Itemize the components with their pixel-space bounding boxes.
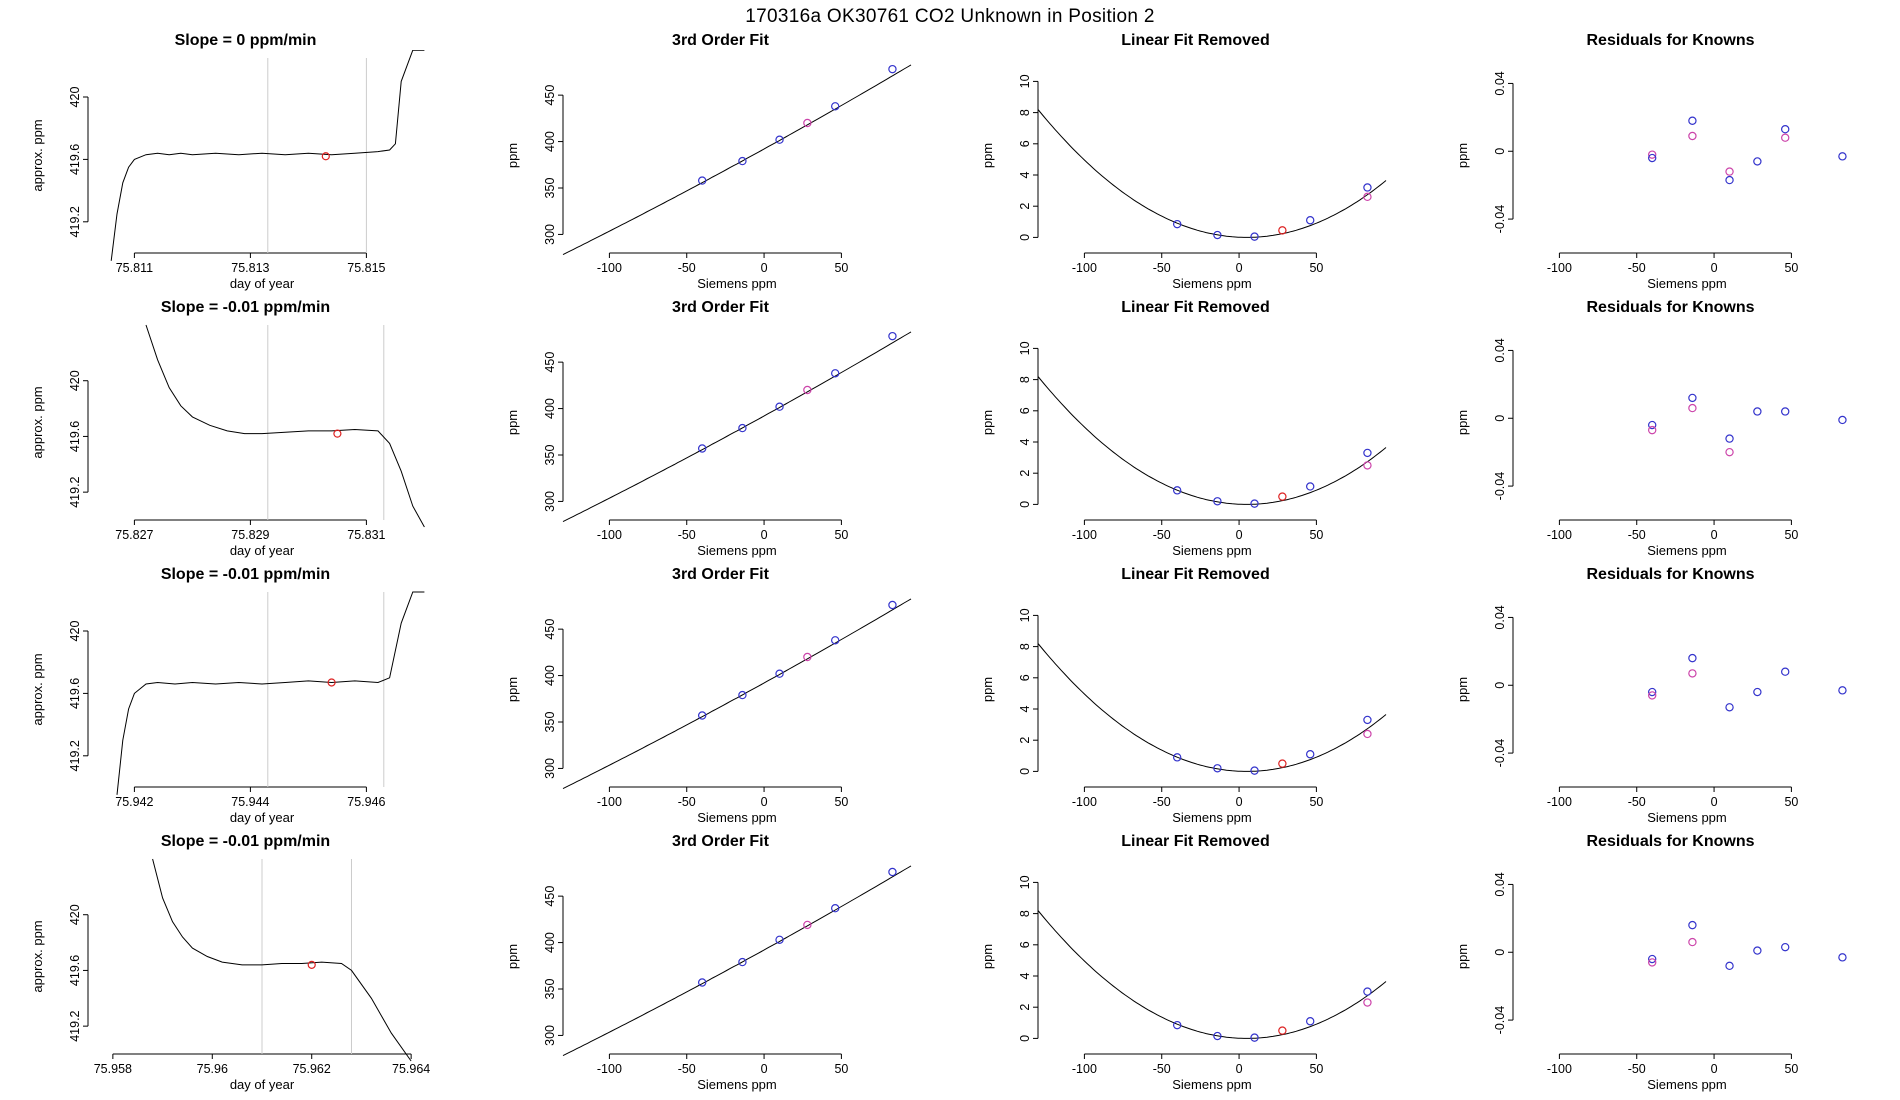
svg-text:10: 10 xyxy=(1018,875,1032,890)
linear-fit-removed-title: Linear Fit Removed xyxy=(1121,833,1270,850)
time-trace-plot xyxy=(26,851,446,1094)
svg-text:50: 50 xyxy=(1309,795,1324,809)
time-trace-title: Slope = -0.01 ppm/min xyxy=(160,299,331,316)
svg-text:0.04: 0.04 xyxy=(1493,872,1507,897)
svg-text:350: 350 xyxy=(543,711,557,733)
svg-text:2: 2 xyxy=(1018,1003,1032,1011)
svg-text:0: 0 xyxy=(760,528,768,542)
svg-text:419.6: 419.6 xyxy=(68,954,82,987)
svg-text:419.6: 419.6 xyxy=(68,677,82,710)
svg-text:0.04: 0.04 xyxy=(1493,71,1507,96)
third-order-fit-panel xyxy=(483,299,958,566)
svg-text:4: 4 xyxy=(1018,438,1032,446)
svg-text:Siemens ppm: Siemens ppm xyxy=(1172,543,1252,558)
linear-fit-removed-title: Linear Fit Removed xyxy=(1121,566,1270,583)
svg-text:ppm: ppm xyxy=(505,676,520,703)
svg-text:0: 0 xyxy=(1235,261,1243,275)
svg-text:0: 0 xyxy=(1710,528,1718,542)
svg-text:approx. ppm: approx. ppm xyxy=(30,386,45,459)
svg-text:10: 10 xyxy=(1018,341,1032,356)
svg-text:ppm: ppm xyxy=(505,409,520,436)
svg-text:50: 50 xyxy=(1309,528,1324,542)
third-order-fit-panel xyxy=(483,833,958,1100)
svg-text:-100: -100 xyxy=(1071,795,1097,809)
svg-text:-100: -100 xyxy=(596,1062,622,1076)
svg-text:-100: -100 xyxy=(1546,1062,1572,1076)
linear-fit-removed-plot xyxy=(976,317,1396,560)
linear-fit-removed-plot xyxy=(976,584,1396,827)
svg-text:0: 0 xyxy=(1018,500,1032,508)
svg-text:10: 10 xyxy=(1018,74,1032,89)
svg-text:0: 0 xyxy=(1493,948,1507,956)
svg-text:75.813: 75.813 xyxy=(231,261,270,275)
svg-text:-100: -100 xyxy=(596,795,622,809)
linear-fit-removed-plot xyxy=(976,851,1396,1094)
svg-text:-100: -100 xyxy=(1071,528,1097,542)
svg-text:419.2: 419.2 xyxy=(68,1010,82,1042)
svg-text:300: 300 xyxy=(543,223,557,245)
svg-text:0: 0 xyxy=(1235,528,1243,542)
svg-text:8: 8 xyxy=(1018,643,1032,651)
residuals-for-knowns-plot xyxy=(1451,851,1871,1094)
svg-text:Siemens ppm: Siemens ppm xyxy=(1647,1077,1727,1092)
svg-text:4: 4 xyxy=(1018,705,1032,713)
residuals-for-knowns-plot xyxy=(1451,584,1871,827)
svg-text:Siemens ppm: Siemens ppm xyxy=(1172,276,1252,291)
third-order-fit-panel xyxy=(483,566,958,833)
svg-text:75.831: 75.831 xyxy=(347,528,386,542)
svg-text:-100: -100 xyxy=(1546,528,1572,542)
svg-text:50: 50 xyxy=(1784,795,1799,809)
svg-text:75.815: 75.815 xyxy=(347,261,386,275)
third-order-fit-plot xyxy=(501,317,921,560)
svg-text:75.946: 75.946 xyxy=(347,795,386,809)
svg-text:ppm: ppm xyxy=(1455,943,1470,970)
svg-text:0: 0 xyxy=(1710,261,1718,275)
third-order-fit-title: 3rd Order Fit xyxy=(672,566,769,583)
svg-text:0: 0 xyxy=(760,1062,768,1076)
third-order-fit-panel xyxy=(483,32,958,299)
third-order-fit-title: 3rd Order Fit xyxy=(672,32,769,49)
time-trace-panel xyxy=(8,32,483,299)
svg-text:450: 450 xyxy=(543,351,557,373)
residuals-for-knowns-panel xyxy=(1433,833,1900,1100)
svg-text:450: 450 xyxy=(543,618,557,640)
residuals-for-knowns-plot xyxy=(1451,50,1871,293)
svg-text:400: 400 xyxy=(543,131,557,153)
svg-text:8: 8 xyxy=(1018,910,1032,918)
svg-text:420: 420 xyxy=(68,86,82,108)
svg-text:6: 6 xyxy=(1018,140,1032,148)
linear-fit-removed-panel xyxy=(958,32,1433,299)
svg-text:Siemens ppm: Siemens ppm xyxy=(1647,543,1727,558)
residuals-for-knowns-title: Residuals for Knowns xyxy=(1586,833,1755,850)
svg-text:-100: -100 xyxy=(596,528,622,542)
svg-text:-50: -50 xyxy=(1627,261,1646,275)
svg-text:0: 0 xyxy=(1493,147,1507,155)
svg-text:0: 0 xyxy=(1018,1034,1032,1042)
svg-text:75.944: 75.944 xyxy=(231,795,270,809)
svg-text:-0.04: -0.04 xyxy=(1493,204,1507,234)
svg-text:400: 400 xyxy=(543,932,557,954)
svg-text:day of year: day of year xyxy=(229,276,295,291)
linear-fit-removed-panel xyxy=(958,566,1433,833)
svg-text:-100: -100 xyxy=(1071,261,1097,275)
svg-text:75.942: 75.942 xyxy=(115,795,154,809)
svg-text:0: 0 xyxy=(1493,681,1507,689)
svg-text:400: 400 xyxy=(543,665,557,687)
svg-text:-0.04: -0.04 xyxy=(1493,738,1507,768)
svg-text:0: 0 xyxy=(760,261,768,275)
svg-text:-50: -50 xyxy=(677,795,696,809)
svg-text:50: 50 xyxy=(834,1062,849,1076)
svg-text:ppm: ppm xyxy=(980,409,995,436)
svg-text:-50: -50 xyxy=(1627,1062,1646,1076)
svg-text:450: 450 xyxy=(543,84,557,106)
svg-text:approx. ppm: approx. ppm xyxy=(30,119,45,192)
svg-text:ppm: ppm xyxy=(1455,142,1470,169)
svg-text:4: 4 xyxy=(1018,972,1032,980)
svg-text:75.962: 75.962 xyxy=(292,1062,331,1076)
linear-fit-removed-panel xyxy=(958,833,1433,1100)
third-order-fit-title: 3rd Order Fit xyxy=(672,833,769,850)
svg-text:Siemens ppm: Siemens ppm xyxy=(1647,276,1727,291)
svg-text:-50: -50 xyxy=(1152,528,1171,542)
svg-text:Siemens ppm: Siemens ppm xyxy=(697,543,777,558)
svg-text:-50: -50 xyxy=(1627,528,1646,542)
time-trace-panel xyxy=(8,566,483,833)
svg-text:ppm: ppm xyxy=(505,142,520,169)
svg-text:8: 8 xyxy=(1018,109,1032,117)
svg-text:-50: -50 xyxy=(677,261,696,275)
time-trace-title: Slope = -0.01 ppm/min xyxy=(160,833,331,850)
svg-text:6: 6 xyxy=(1018,674,1032,682)
svg-text:419.6: 419.6 xyxy=(68,420,82,453)
svg-text:0: 0 xyxy=(760,795,768,809)
svg-text:0: 0 xyxy=(1710,795,1718,809)
svg-text:0: 0 xyxy=(1710,1062,1718,1076)
svg-text:-100: -100 xyxy=(1071,1062,1097,1076)
svg-text:ppm: ppm xyxy=(980,943,995,970)
svg-text:75.964: 75.964 xyxy=(392,1062,431,1076)
svg-text:419.2: 419.2 xyxy=(68,740,82,772)
third-order-fit-plot xyxy=(501,50,921,293)
svg-text:Siemens ppm: Siemens ppm xyxy=(697,810,777,825)
third-order-fit-plot xyxy=(501,851,921,1094)
svg-text:-50: -50 xyxy=(677,1062,696,1076)
svg-text:50: 50 xyxy=(1309,261,1324,275)
svg-text:2: 2 xyxy=(1018,202,1032,210)
svg-text:450: 450 xyxy=(543,885,557,907)
svg-text:0: 0 xyxy=(1235,1062,1243,1076)
residuals-for-knowns-plot xyxy=(1451,317,1871,560)
svg-text:0: 0 xyxy=(1493,414,1507,422)
time-trace-panel xyxy=(8,299,483,566)
svg-text:Siemens ppm: Siemens ppm xyxy=(1172,1077,1252,1092)
svg-text:0: 0 xyxy=(1235,795,1243,809)
svg-text:-100: -100 xyxy=(1546,261,1572,275)
svg-text:6: 6 xyxy=(1018,407,1032,415)
svg-text:50: 50 xyxy=(1784,1062,1799,1076)
svg-text:-50: -50 xyxy=(1152,1062,1171,1076)
linear-fit-removed-panel xyxy=(958,299,1433,566)
svg-text:approx. ppm: approx. ppm xyxy=(30,653,45,726)
time-trace-plot xyxy=(26,584,446,827)
svg-text:-50: -50 xyxy=(1627,795,1646,809)
svg-text:Siemens ppm: Siemens ppm xyxy=(697,276,777,291)
svg-text:Siemens ppm: Siemens ppm xyxy=(697,1077,777,1092)
plot-grid xyxy=(0,32,1900,1100)
svg-text:350: 350 xyxy=(543,978,557,1000)
svg-text:0: 0 xyxy=(1018,233,1032,241)
svg-text:day of year: day of year xyxy=(229,810,295,825)
svg-text:419.2: 419.2 xyxy=(68,206,82,238)
svg-text:50: 50 xyxy=(834,795,849,809)
third-order-fit-plot xyxy=(501,584,921,827)
svg-text:419.2: 419.2 xyxy=(68,476,82,508)
svg-text:Siemens ppm: Siemens ppm xyxy=(1172,810,1252,825)
svg-text:8: 8 xyxy=(1018,376,1032,384)
svg-text:50: 50 xyxy=(834,528,849,542)
svg-text:-50: -50 xyxy=(677,528,696,542)
svg-text:350: 350 xyxy=(543,177,557,199)
svg-text:50: 50 xyxy=(1784,261,1799,275)
svg-text:420: 420 xyxy=(68,370,82,392)
svg-text:6: 6 xyxy=(1018,941,1032,949)
svg-text:2: 2 xyxy=(1018,736,1032,744)
linear-fit-removed-title: Linear Fit Removed xyxy=(1121,299,1270,316)
svg-text:420: 420 xyxy=(68,620,82,642)
residuals-for-knowns-panel xyxy=(1433,299,1900,566)
time-trace-title: Slope = -0.01 ppm/min xyxy=(160,566,331,583)
third-order-fit-title: 3rd Order Fit xyxy=(672,299,769,316)
svg-text:10: 10 xyxy=(1018,608,1032,623)
svg-text:0: 0 xyxy=(1018,767,1032,775)
svg-text:day of year: day of year xyxy=(229,543,295,558)
residuals-for-knowns-panel xyxy=(1433,566,1900,833)
svg-text:-0.04: -0.04 xyxy=(1493,1005,1507,1035)
residuals-for-knowns-title: Residuals for Knowns xyxy=(1586,299,1755,316)
svg-text:-50: -50 xyxy=(1152,795,1171,809)
svg-text:75.811: 75.811 xyxy=(115,261,154,275)
svg-text:ppm: ppm xyxy=(1455,676,1470,703)
svg-text:0.04: 0.04 xyxy=(1493,605,1507,630)
svg-text:50: 50 xyxy=(1309,1062,1324,1076)
residuals-for-knowns-title: Residuals for Knowns xyxy=(1586,566,1755,583)
svg-text:300: 300 xyxy=(543,757,557,779)
svg-text:ppm: ppm xyxy=(980,676,995,703)
svg-text:ppm: ppm xyxy=(980,142,995,169)
linear-fit-removed-plot xyxy=(976,50,1396,293)
svg-text:4: 4 xyxy=(1018,171,1032,179)
svg-text:419.6: 419.6 xyxy=(68,143,82,176)
svg-text:day of year: day of year xyxy=(229,1077,295,1092)
svg-text:420: 420 xyxy=(68,904,82,926)
svg-text:300: 300 xyxy=(543,1024,557,1046)
svg-text:75.829: 75.829 xyxy=(231,528,270,542)
svg-text:350: 350 xyxy=(543,444,557,466)
svg-text:50: 50 xyxy=(1784,528,1799,542)
svg-text:-100: -100 xyxy=(1546,795,1572,809)
svg-text:2: 2 xyxy=(1018,469,1032,477)
svg-text:-100: -100 xyxy=(596,261,622,275)
svg-text:50: 50 xyxy=(834,261,849,275)
svg-text:approx. ppm: approx. ppm xyxy=(30,920,45,993)
time-trace-panel xyxy=(8,833,483,1100)
svg-text:ppm: ppm xyxy=(505,943,520,970)
time-trace-title: Slope = 0 ppm/min xyxy=(174,32,317,49)
residuals-for-knowns-panel xyxy=(1433,32,1900,299)
svg-text:75.96: 75.96 xyxy=(196,1062,228,1076)
svg-text:Siemens ppm: Siemens ppm xyxy=(1647,810,1727,825)
svg-text:75.827: 75.827 xyxy=(115,528,154,542)
svg-text:0.04: 0.04 xyxy=(1493,338,1507,363)
svg-text:300: 300 xyxy=(543,490,557,512)
time-trace-plot xyxy=(26,317,446,560)
time-trace-plot xyxy=(26,50,446,293)
svg-text:-0.04: -0.04 xyxy=(1493,471,1507,501)
page-title: 170316a OK30761 CO2 Unknown in Position 2 xyxy=(745,6,1155,27)
svg-text:-50: -50 xyxy=(1152,261,1171,275)
svg-text:400: 400 xyxy=(543,398,557,420)
linear-fit-removed-title: Linear Fit Removed xyxy=(1121,32,1270,49)
svg-text:ppm: ppm xyxy=(1455,409,1470,436)
residuals-for-knowns-title: Residuals for Knowns xyxy=(1586,32,1755,49)
svg-text:75.958: 75.958 xyxy=(93,1062,132,1076)
